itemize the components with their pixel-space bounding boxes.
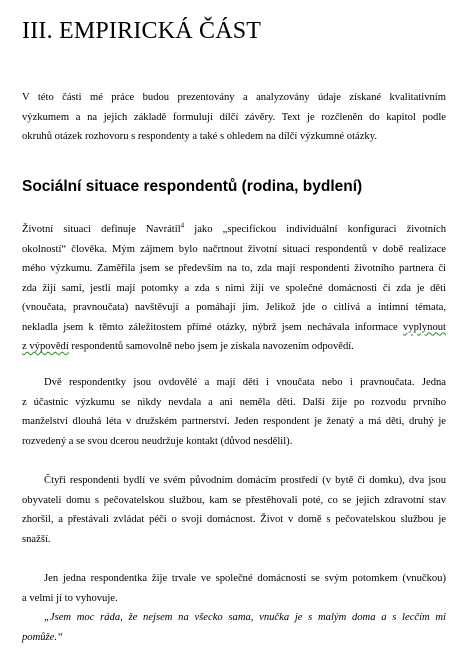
- text-run: Životní situaci definuje Navrátil: [22, 224, 181, 235]
- paragraph-line: [22, 318, 446, 338]
- paragraph-line: [22, 337, 446, 357]
- chapter-title: III. EMPIRICKÁ ČÁST: [22, 18, 262, 44]
- intro-paragraph: [22, 88, 446, 147]
- paragraph-line: a velmi jí to vyhovuje.: [22, 592, 118, 604]
- quote-line: „Jsem moc ráda, že nejsem na všecko sama, vnučka je s malým doma a s lecčím mi: [44, 612, 446, 623]
- paragraph-line: obyvateli domu s pečovatelskou službou, kam se přestěhovali poté, co se jejich zdravotní stav: [22, 494, 446, 506]
- intro-line: V této části mé práce budou prezentovány a analyzovány údaje získané kvalitativním: [22, 92, 446, 103]
- paragraph-line: Čtyři respondenti bydlí ve svém původním domácím prostředí (v bytě či domku), dva jsou: [44, 475, 446, 486]
- paragraph-line: Dvě respondentky jsou ovdovělé a mají děti i vnoučata nebo i pravnoučata. Jedna: [44, 377, 446, 388]
- respondent-quote: [22, 608, 446, 647]
- paragraph-family: [22, 373, 446, 451]
- paragraph-line: [22, 220, 446, 240]
- paragraph-life-situation: [22, 220, 446, 357]
- intro-line: okruhů otázek rozhovoru s respondenty a také s ohledem na dílčí výzkumné otázky.: [22, 131, 377, 142]
- paragraph-line: manželství dlouhá léta v družském partnerství. Jeden respondent je ženatý a má děti, druhý je: [22, 416, 446, 427]
- section-title: Sociální situace respondentů (rodina, bydlení): [22, 178, 363, 195]
- paragraph-line: mého výzkumu. Zaměřila jsem se především na to, zda mají respondenti životního partnera či: [22, 263, 446, 274]
- paragraph-line: zda žijí sami, jestli mají potomky a zda s nimi žijí ve společné domácnosti či zda je děti: [22, 282, 446, 294]
- paragraph-line: Jen jedna respondentka žije trvale ve společné domácnosti se svým potomkem (vnučkou): [44, 573, 446, 584]
- text-run: jako „specifickou individuální konfiguraci životních: [184, 224, 446, 235]
- paragraph-line: (vnoučata, pravnoučata) navštěvují a pomáhají jim. Jelikož jde o citlivá a intimní témata,: [22, 302, 446, 313]
- paragraph-housing: [22, 471, 446, 549]
- paragraph-line: z účastnic výzkumu se nikdy nevdala a ani neměla děti. Další žije po rozvodu prvního: [22, 396, 446, 408]
- text-run: nekladla jsem k těmto záležitostem přímé otázky, nýbrž jsem nechávala informace: [22, 321, 404, 333]
- quote-line: pomůže.“: [22, 631, 63, 643]
- paragraph-line: rozvedený a se svou dcerou neudržuje kontakt (důvod nesdělil).: [22, 435, 293, 447]
- text-run: respondentů samovolně nebo jsem je získala navozením odpovědí.: [68, 341, 354, 352]
- paragraph-line: okolností“ člověka. Mým zájmem bylo načrtnout životní situaci respondentů v době realizace: [22, 243, 446, 255]
- paragraph-cohabitation: [22, 569, 446, 608]
- paragraph-line: zhoršil, a přestávali zvládat péči o svoji domácnost. Život v domě s pečovatelskou službou je: [22, 514, 446, 525]
- paragraph-line: snažší.: [22, 533, 51, 545]
- spellcheck-flag[interactable]: vyplynout: [403, 321, 446, 333]
- spellcheck-flag[interactable]: z výpovědí: [22, 341, 69, 352]
- footnote-marker[interactable]: 4: [180, 221, 185, 230]
- intro-line: výzkumem a na jejich základě formulují dílčí závěry. Text je rozčleněn do kapitol podle: [22, 111, 446, 123]
